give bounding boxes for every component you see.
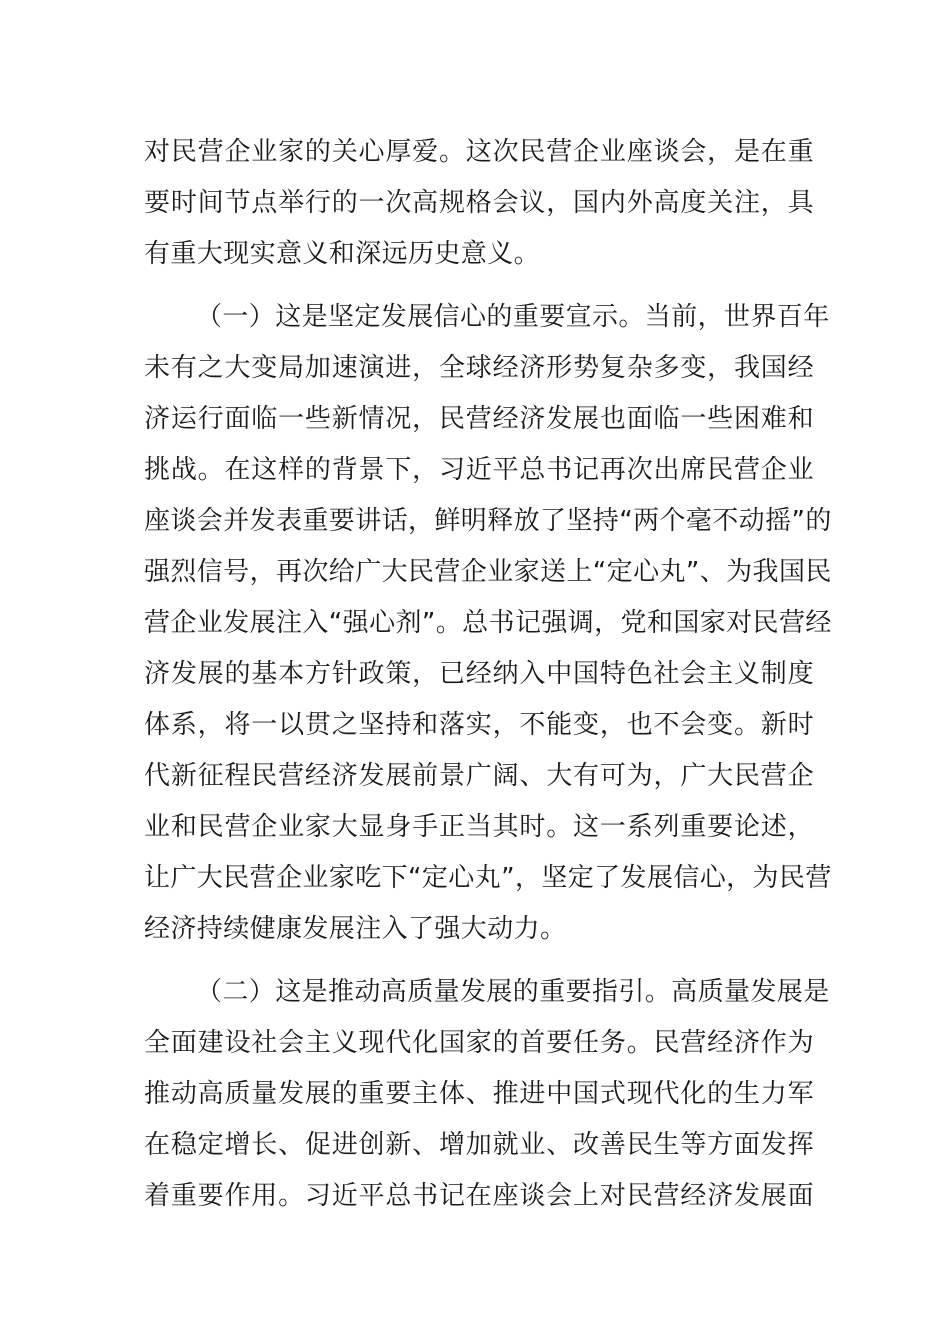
document-body — [144, 127, 832, 1234]
text-line: 座谈会并发表重要讲话，鲜明释放了坚持“两个毫不动摇”的 — [144, 506, 832, 536]
text-line: 强烈信号，再次给广大民营企业家送上“定心丸”、为我国民 — [144, 557, 832, 587]
text-line: 济发展的基本方针政策，已经纳入中国特色社会主义制度 — [144, 659, 814, 689]
paragraph-intro — [144, 127, 814, 280]
text-line: 未有之大变局加速演进，全球经济形势复杂多变，我国经 — [144, 353, 814, 383]
text-line: 要时间节点举行的一次高规格会议，国内外高度关注，具 — [144, 188, 814, 218]
text-line: 济运行面临一些新情况，民营经济发展也面临一些困难和 — [144, 404, 814, 434]
text-line: 推动高质量发展的重要主体、推进中国式现代化的生力军 — [144, 1079, 814, 1109]
text-line: 对民营企业家的关心厚爱。这次民营企业座谈会，是在重 — [144, 137, 814, 167]
text-line: 经济持续健康发展注入了强大动力。 — [144, 914, 567, 944]
text-line: （二）这是推动高质量发展的重要指引。高质量发展是 — [196, 977, 830, 1007]
text-line: 代新征程民营经济发展前景广阔、大有可为，广大民营企 — [144, 761, 814, 791]
text-line: 全面建设社会主义现代化国家的首要任务。民营经济作为 — [144, 1028, 814, 1058]
text-line: 挑战。在这样的背景下，习近平总书记再次出席民营企业 — [144, 455, 814, 485]
text-line: 体系，将一以贯之坚持和落实，不能变，也不会变。新时 — [144, 710, 814, 740]
text-line: 营企业发展注入“强心剂”。总书记强调，党和国家对民营经 — [144, 608, 832, 638]
text-line: 在稳定增长、促进创新、增加就业、改善民生等方面发挥 — [144, 1130, 814, 1160]
paragraph-section-1 — [144, 292, 832, 955]
text-line: 着重要作用。习近平总书记在座谈会上对民营经济发展面 — [144, 1181, 814, 1211]
text-line: （一）这是坚定发展信心的重要宣示。当前，世界百年 — [196, 302, 830, 332]
paragraph-section-2 — [144, 967, 830, 1222]
text-line: 有重大现实意义和深远历史意义。 — [144, 239, 541, 269]
text-line: 业和民营企业家大显身手正当其时。这一系列重要论述， — [144, 812, 814, 842]
text-line: 让广大民营企业家吃下“定心丸”，坚定了发展信心，为民营 — [144, 863, 832, 893]
